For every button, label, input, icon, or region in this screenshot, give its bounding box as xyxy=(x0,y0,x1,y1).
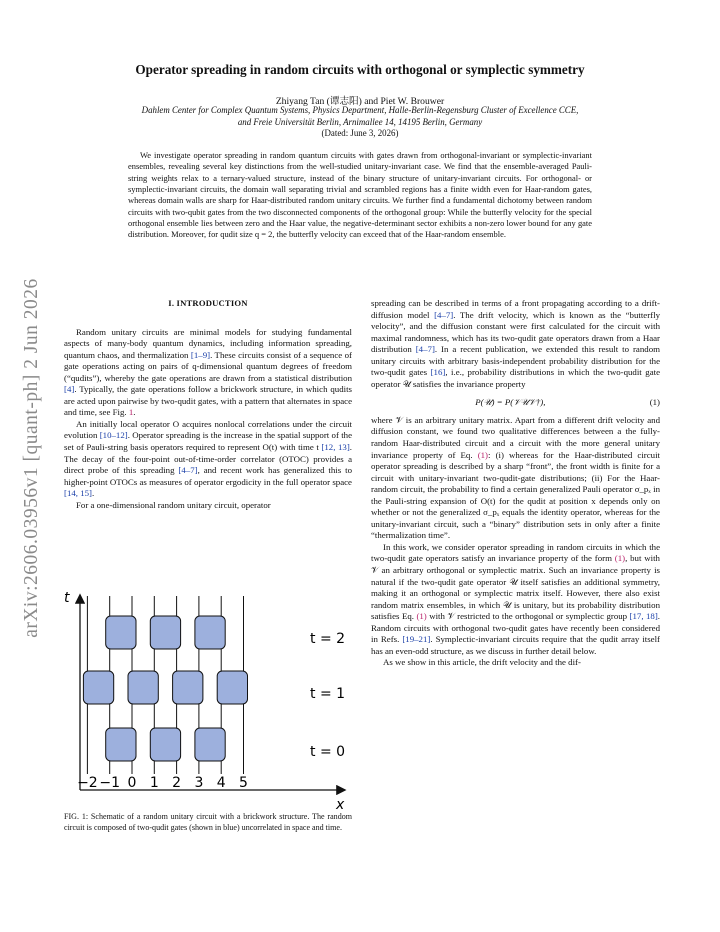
right-paragraph-3: In this work, we consider operator spreading in random circuits in which the two-qudit gate operators satisfy an invariance property of the form (1), but with 𝒱 an arbitrary orthogonal or symplectic matrix. Such an invariance property is natural if the two-qudit gate operator 𝒰 itself satisfies an additional symmetry, making it an orthogonal or symplectic matrix itself. However, there also exist random matrix ensembles, in which 𝒰 is unitary, but its probability distribution satisfies Eq. (1) with 𝒱 restricted to the orthogonal or symplectic group [17, 18]. Random circuits with orthogonal two-qudit gates have recently been considered in Refs. [19–21]. Symplectic-invariant circuits require that the qudit array itself has an even-odd structure, as we discuss in further detail below. xyxy=(371,541,661,656)
two-qudit-gate xyxy=(150,728,180,761)
circuit-figure xyxy=(60,588,360,812)
citation[interactable]: [16] xyxy=(430,367,446,378)
citation[interactable]: [4–7] xyxy=(178,465,198,476)
two-qudit-gate xyxy=(173,671,203,704)
figure-ref[interactable]: 1 xyxy=(128,407,134,418)
x-tick-label: 2 xyxy=(172,775,182,791)
intro-paragraph-3: For a one-dimensional random unitary circuit, operator xyxy=(76,499,271,510)
citation[interactable]: [12, 13] xyxy=(321,442,350,453)
two-qudit-gate xyxy=(106,728,136,761)
x-tick-label: −2 xyxy=(77,775,98,791)
x-axis-label: x xyxy=(336,797,345,812)
left-column xyxy=(64,298,352,511)
gates xyxy=(83,616,247,761)
two-qudit-gate xyxy=(150,616,180,649)
two-qudit-gate xyxy=(83,671,113,704)
x-tick-label: −1 xyxy=(99,775,121,791)
citation[interactable]: [1–9] xyxy=(190,349,211,360)
paper-title: Operator spreading in random circuits with orthogonal or symplectic symmetry xyxy=(135,62,585,77)
equation-number: (1) xyxy=(649,397,660,408)
section-heading: I. INTRODUCTION xyxy=(168,298,248,308)
x-tick-label: 1 xyxy=(149,775,159,791)
citation[interactable]: [4–7] xyxy=(434,309,454,320)
right-column xyxy=(371,298,660,669)
row-label-t1: t = 1 xyxy=(310,686,346,702)
right-paragraph-2: where 𝒱 is an arbitrary unitary matrix. Apart from a different drift velocity and diffusion constant, we found two qualitative differences between a the fully-random Haar-distributed circuit and a circuit with the more general unitary invariance property of Eq. (1): (i) whereas for the Haar-distributed circuit operator spreading is described by a sharp “front”, the front width is finite for a circuit with unitary-invariant two-qudit-gate distributions; (ii) For the Haar-random circuit, the probability to find a certain generalized Pauli operator σ_pₓ in the Pauli-string expansion of O(t) for the qudit at position x depends only on whether or not the generalized σ_pₓ equals the identity operator, whereas for the unitary-invariant circuit, such a “binary” distribution sets in only after a finite “thermalization time”. xyxy=(371,414,660,541)
abstract: We investigate operator spreading in random quantum circuits with gates drawn from orthogonal-invariant or symplectic-invariant ensembles, revealing several key distinctions from the well-studied unitary-invariant case. We find that the ensemble-averaged Pauli-string weights relax to a ternary-valued structure, instead of the binary structure of unitary-invariant circuits. For orthogonal- or symplectic-invariant circuits, the domain wall separating trivial and scrambled regions has a finite width even for Haar-random gates, whereas domain walls are sharp for Haar-distributed random unitary circuits. We further find a fundamental dichotomy between random circuits with two-qubit gates from the two disconnected components of the orthogonal group: While the butterfly velocity for the special orthogonal ensemble lies between zero and the Haar value, the negative-determinant sector exhibits a non-zero lower bound for any gate distribution. Moreover, for qudit size q = 2, the butterfly velocity can exceed that of the Haar-random ensemble. xyxy=(128,150,592,240)
citation[interactable]: [17, 18] xyxy=(629,611,658,622)
citation[interactable]: [4–7] xyxy=(415,344,435,355)
arxiv-stamp: arXiv:2606.03956v1 [quant-ph] 2 Jun 2026 xyxy=(21,278,42,638)
authors: Zhiyang Tan (谭志阳) and Piet W. Brouwer xyxy=(275,96,445,107)
citation[interactable]: [4] xyxy=(64,384,75,395)
figure-caption: FIG. 1: Schematic of a random unitary circuit with a brickwork structure. The random circuit is composed of two-qudit gates (shown in blue) uncorrelated in space and time. xyxy=(64,812,352,832)
intro-paragraph-1: Random unitary circuits are minimal models for studying fundamental aspects of many-body quantum dynamics, including information spreading, quantum chaos, and thermalization [1–9]. These circuits consist of a sequence of gate operations acting on pairs of q-dimensional quantum degrees of freedom (“qudits”), whereby the gate operations are drawn from a statistical distribution [4]. Typically, the gate operations follow a brickwork structure, in which qudits are acted upon pairwise by two-qudit gates, with a pattern that alternates in space and time, see Fig. 1. xyxy=(64,326,352,418)
equation-1 xyxy=(371,397,660,409)
citation[interactable]: [14, 15] xyxy=(64,488,92,499)
dated: (Dated: June 3, 2026) xyxy=(321,128,399,138)
equation-ref[interactable]: (1) xyxy=(614,553,626,564)
two-qudit-gate xyxy=(128,671,158,704)
x-tick-label: 4 xyxy=(216,775,226,791)
row-label-t0: t = 0 xyxy=(310,744,346,760)
row-label-t2: t = 2 xyxy=(310,631,346,647)
citation[interactable]: [10–12] xyxy=(99,430,128,441)
two-qudit-gate xyxy=(195,616,225,649)
equation-ref[interactable]: (1) xyxy=(416,611,427,622)
x-tick-label: 0 xyxy=(127,775,137,791)
citation[interactable]: [19–21] xyxy=(402,634,431,645)
t-axis-label: t xyxy=(64,590,70,606)
equation-ref[interactable]: (1) xyxy=(477,449,488,460)
right-paragraph-1: spreading can be described in terms of a front propagating according to a drift-diffusion model [4–7]. The drift velocity, which is known as the “butterfly velocity”, and the diffusion constant were first calculated for the circuit with maximal randomness, which has its two-qudit gate operators drawn from a Haar distribution [4–7]. In a recent publication, we extended this result to random unitary circuits with arbitrary basis-independent probability distribution for the two-qudit gates [16], i.e., probability distributions in which the two-qudit gate operator 𝒰 satisfies the invariance property xyxy=(371,298,660,389)
intro-paragraph-2: An initially local operator O acquires nonlocal correlations under the circuit evolution [10–12]. Operator spreading is the increase in the spatial support of the set of Pauli-string basis operators required to represent O(t) with time t [12, 13]. The decay of the four-point out-of-time-order correlator (OTOC) provides a direct probe of this spreading [4–7], and recent work has generalized this to higher-point OTOCs as measures of operator ergodicity in the full operator space [14, 15]. xyxy=(64,418,353,499)
x-tick-label: 5 xyxy=(239,775,248,791)
equation-body: P(𝒰) = P(𝒱𝒰𝒱†), xyxy=(475,397,546,408)
affiliation: Dahlem Center for Complex Quantum Systems, Physics Department, Halle-Berlin-Regensburg Cluster of Excellence CCE, and Freie Universität Berlin, Arnimallee 14, 14195 Berlin, Germany xyxy=(141,105,579,127)
x-tick-labels xyxy=(77,775,248,791)
two-qudit-gate xyxy=(106,616,136,649)
two-qudit-gate xyxy=(195,728,225,761)
right-paragraph-4: As we show in this article, the drift velocity and the dif- xyxy=(383,657,581,668)
two-qudit-gate xyxy=(217,671,247,704)
x-tick-label: 3 xyxy=(194,775,204,791)
